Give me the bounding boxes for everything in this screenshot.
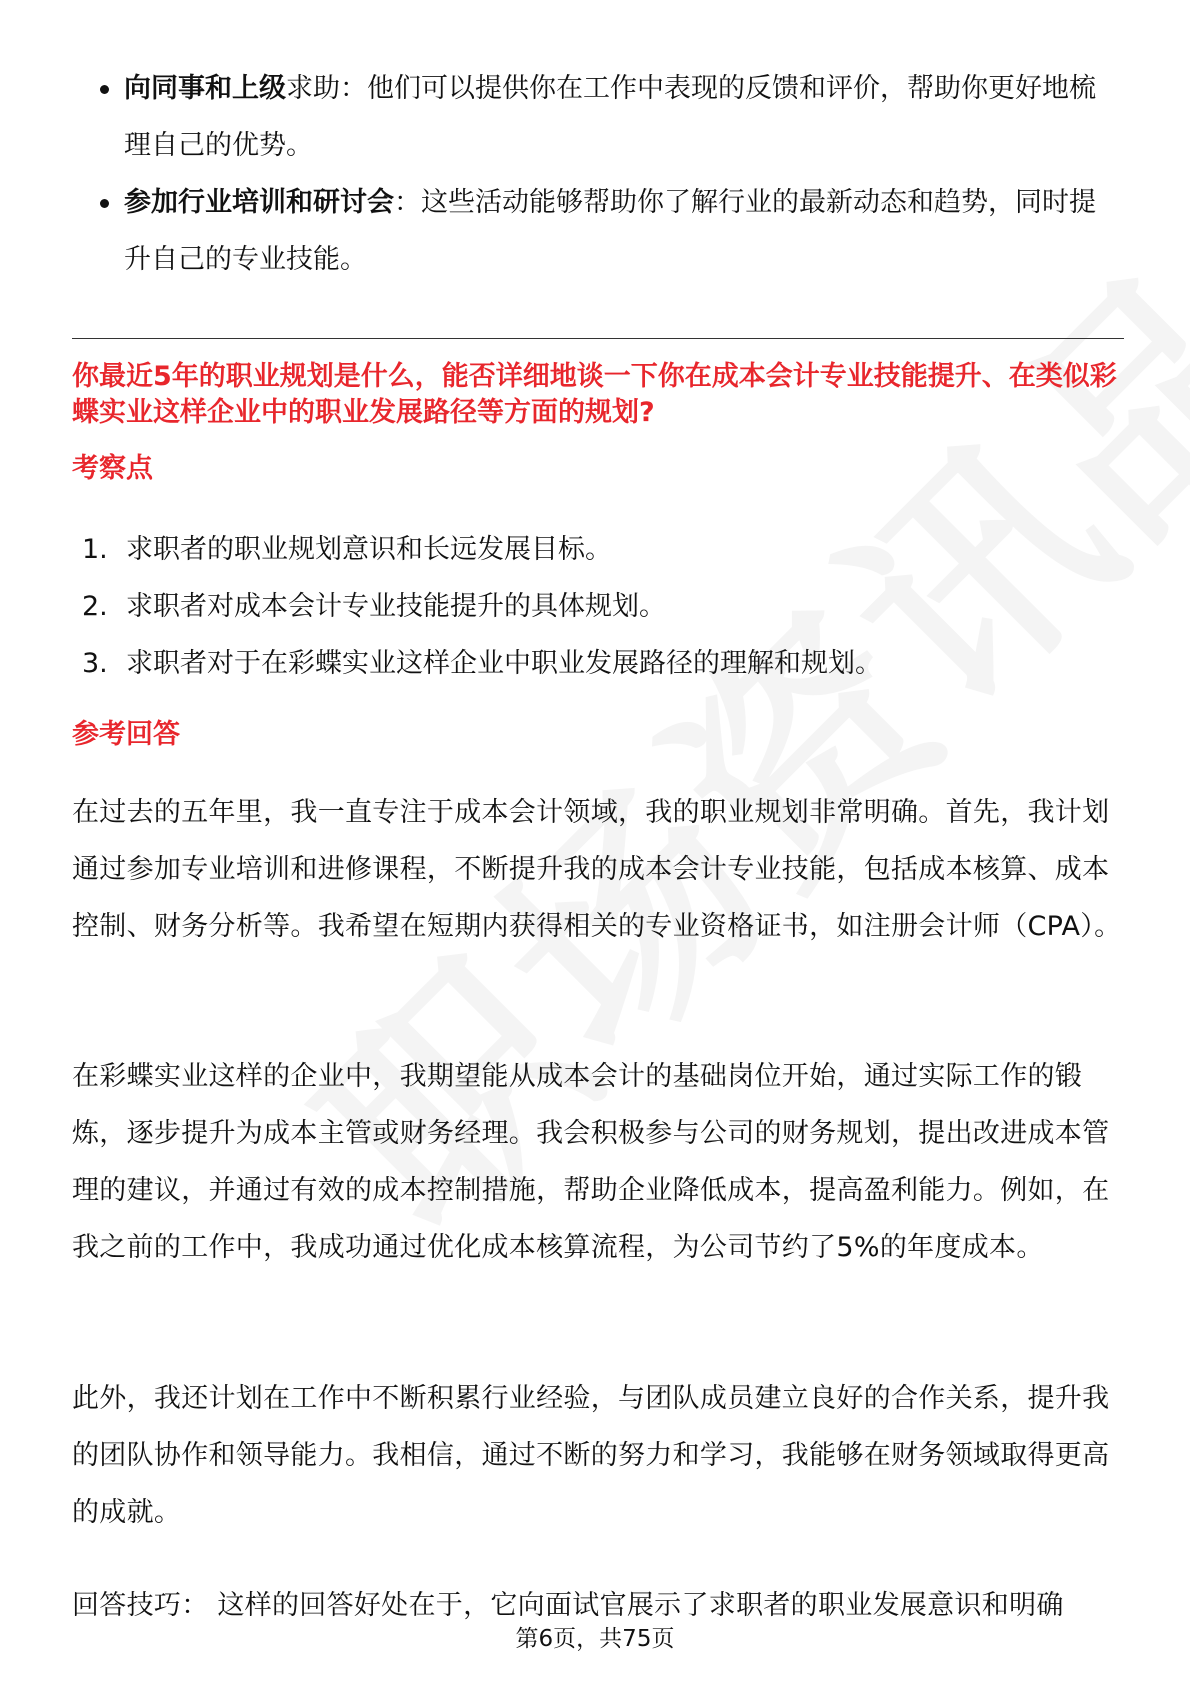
answer-paragraph: 在彩蝶实业这样的企业中，我期望能从成本会计的基础岗位开始，通过实际工作的锻炼，逐步提升为成本主管或财务经理。我会积极参与公司的财务规划，提出改进成本管理的建议，并通过有效的成本控制措施，帮助企业降低成本，提高盈利能力。例如，在我之前的工作中，我成功通过优化成本核算流程，为公司节约了5%的年度成本。 [72, 1061, 1110, 1263]
list-number: 1. [82, 534, 108, 565]
exam-points-title: 考察点 [72, 453, 153, 484]
bullet-item [100, 174, 1120, 288]
list-item [82, 635, 882, 692]
reference-answer-title: 参考回答 [72, 719, 180, 750]
answer-paragraph: 在过去的五年里，我一直专注于成本会计领域，我的职业规划非常明确。首先，我计划通过参加专业培训和进修课程，不断提升我的成本会计专业技能，包括成本核算、成本控制、财务分析等。我希望在短期内获得相关的专业资格证书，如注册会计师（CPA）。 [72, 797, 1122, 942]
list-text: 求职者对成本会计专业技能提升的具体规划。 [126, 591, 666, 622]
bullet-text: ：这些活动能够帮助你了解行业的最新动态和趋势，同时提升自己的专业技能。 [124, 187, 1096, 275]
list-item [82, 521, 882, 578]
section-divider [72, 338, 1124, 339]
list-text: 求职者对于在彩蝶实业这样企业中职业发展路径的理解和规划。 [126, 648, 882, 679]
bullet-bold-label: 向同事和上级 [124, 73, 286, 104]
bullet-dot-icon [100, 199, 109, 208]
list-number: 3. [82, 648, 108, 679]
bullet-text: 求助：他们可以提供你在工作中表现的反馈和评价，帮助你更好地梳理自己的优势。 [124, 73, 1096, 161]
bullet-bold-label: 参加行业培训和研讨会 [124, 187, 394, 218]
list-number: 2. [82, 591, 108, 622]
list-text: 求职者的职业规划意识和长远发展目标。 [126, 534, 612, 565]
bullet-item [100, 60, 1120, 174]
page-footer: 第6页，共75页 [515, 1626, 675, 1652]
answer-tip-paragraph: 回答技巧： 这样的回答好处在于，它向面试官展示了求职者的职业发展意识和明确 [72, 1590, 1064, 1621]
answer-paragraph: 此外，我还计划在工作中不断积累行业经验，与团队成员建立良好的合作关系，提升我的团队协作和领导能力。我相信，通过不断的努力和学习，我能够在财务领域取得更高的成就。 [72, 1383, 1110, 1528]
question-heading: 你最近5年的职业规划是什么，能否详细地谈一下你在成本会计专业技能提升、在类似彩蝶实业这样企业中的职业发展路径等方面的规划? [72, 361, 1117, 428]
tips-bullet-list [100, 60, 1120, 288]
exam-points-list [82, 521, 882, 692]
bullet-dot-icon [100, 85, 109, 94]
list-item [82, 578, 882, 635]
